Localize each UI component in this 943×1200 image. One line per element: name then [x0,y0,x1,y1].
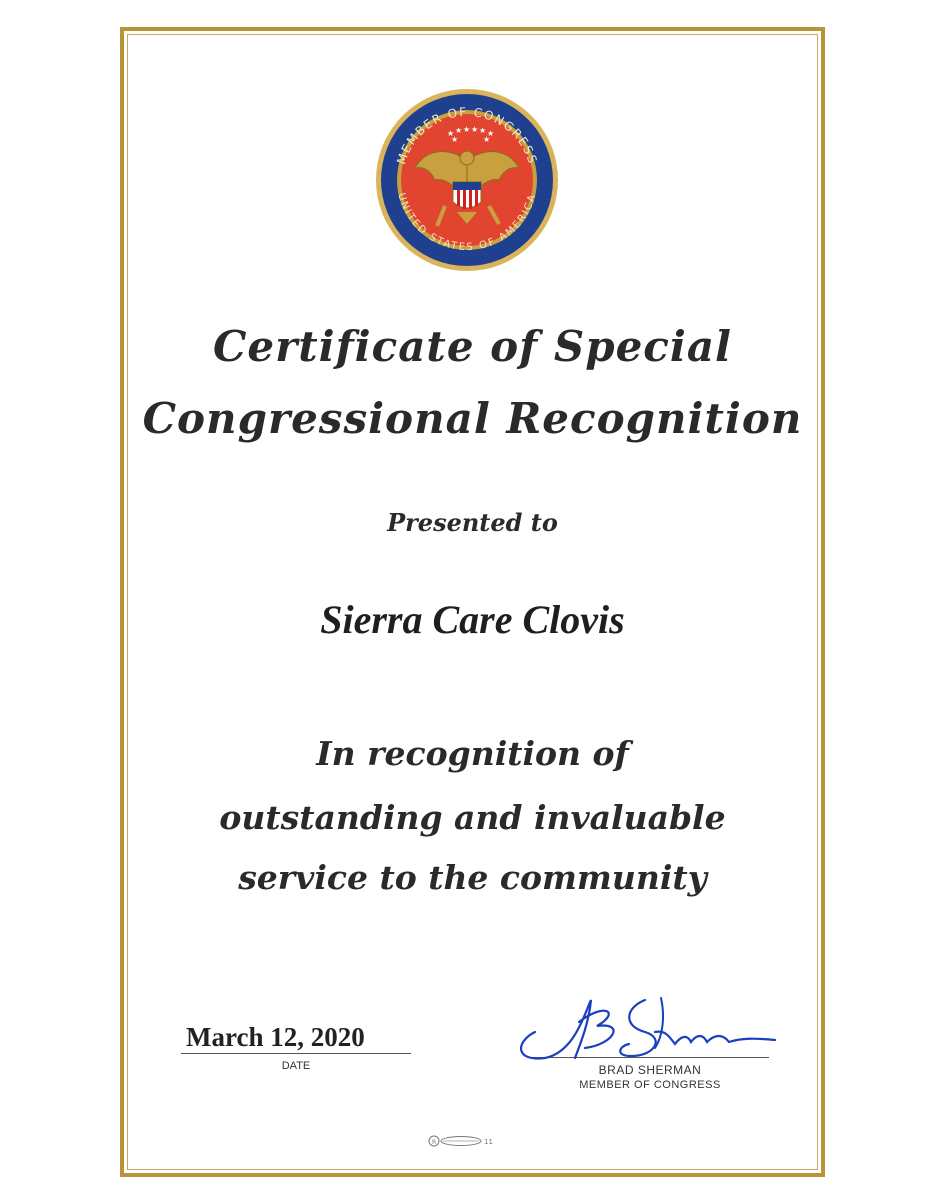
recognition-text-line3: service to the community [238,858,707,897]
svg-text:★: ★ [479,126,487,135]
svg-text:R: R [432,1139,437,1146]
signer-name: BRAD SHERMAN [598,1063,702,1077]
signer-title: MEMBER OF CONGRESS [579,1079,721,1091]
svg-text:MEMBER OF CONGRESS: MEMBER OF CONGRESS [394,104,540,167]
recognition-text-line1: In recognition of [316,734,629,773]
recipient-name: Sierra Care Clovis [320,597,625,642]
svg-text:★: ★ [451,135,459,144]
recognition-text-line2: outstanding and invaluable [219,798,726,837]
handwritten-signature [505,992,785,1064]
svg-text:★: ★ [483,135,491,144]
svg-text:UNITED STATES OF AMERICA: UNITED STATES OF AMERICA [395,191,539,254]
svg-text:★: ★ [487,129,495,138]
date-caption: DATE [281,1060,311,1072]
congressional-seal-icon [375,88,559,272]
svg-text:11: 11 [484,1138,493,1146]
date-line [181,1053,411,1054]
certificate-title-line2: Congressional Recognition [142,394,803,443]
union-bug-icon [427,1134,497,1148]
svg-text:★: ★ [463,125,471,134]
certificate-title-line1: Certificate of Special [212,322,732,371]
svg-text:★: ★ [471,125,479,134]
date-value: March 12, 2020 [186,1022,365,1052]
svg-text:★: ★ [455,126,463,135]
presented-to-label: Presented to [387,508,558,537]
svg-text:★: ★ [447,129,455,138]
